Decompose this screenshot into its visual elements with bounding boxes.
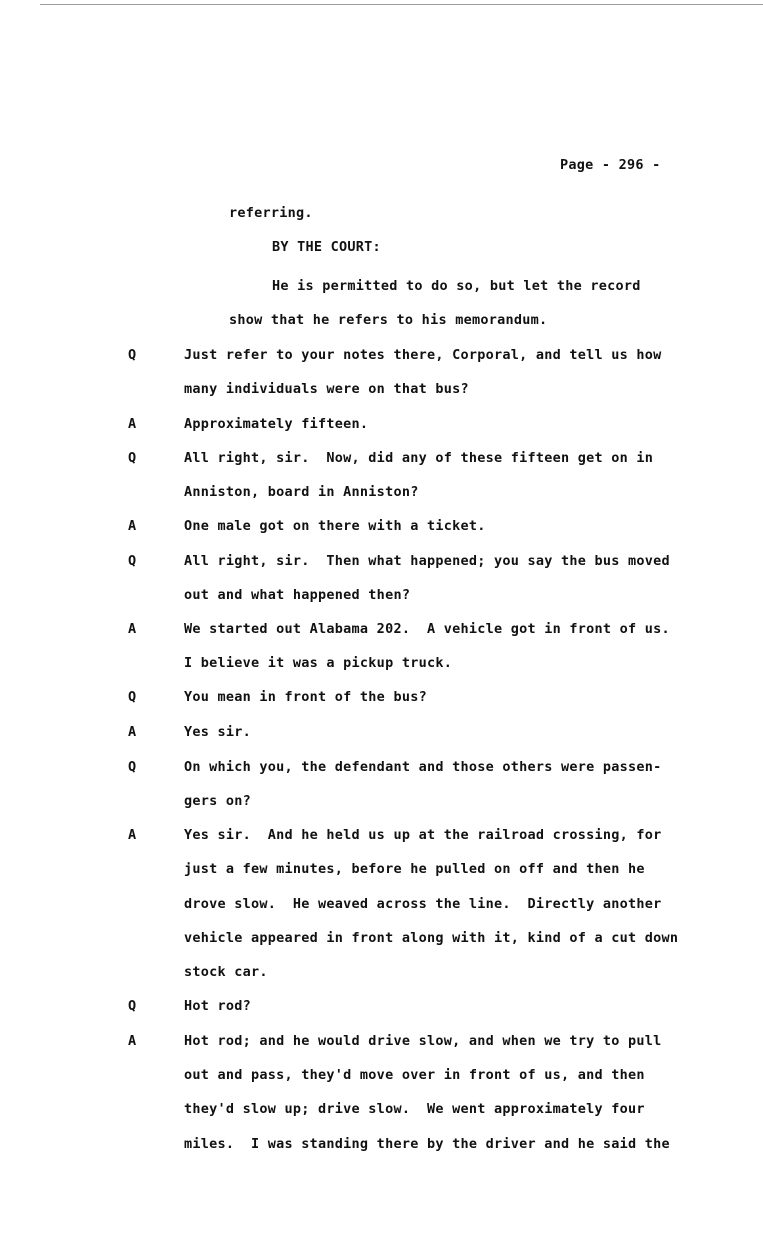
speaker-label: Q	[128, 759, 137, 775]
testimony-line: vehicle appeared in front along with it, kind of a cut down	[184, 930, 679, 946]
testimony-line: Hot rod?	[184, 998, 252, 1014]
testimony-line: drove slow. He weaved across the line. Directly another	[184, 896, 662, 912]
testimony-line: stock car.	[184, 964, 268, 980]
court-heading: BY THE COURT:	[272, 239, 381, 255]
testimony-line: out and pass, they'd move over in front of us, and then	[184, 1067, 645, 1083]
testimony-line: Approximately fifteen.	[184, 416, 369, 432]
court-statement-line: show that he refers to his memorandum.	[229, 312, 548, 328]
speaker-label: Q	[128, 553, 137, 569]
testimony-line: Yes sir. And he held us up at the railroad crossing, for	[184, 827, 662, 843]
testimony-line: just a few minutes, before he pulled on off and then he	[184, 861, 645, 877]
speaker-label: Q	[128, 450, 137, 466]
continuation-line: referring.	[229, 205, 313, 221]
speaker-label: Q	[128, 347, 137, 363]
page-top-edge	[40, 4, 763, 5]
speaker-label: A	[128, 416, 137, 432]
testimony-line: out and what happened then?	[184, 587, 411, 603]
speaker-label: A	[128, 518, 137, 534]
testimony-line: All right, sir. Then what happened; you say the bus moved	[184, 553, 670, 569]
speaker-label: A	[128, 827, 137, 843]
testimony-line: I believe it was a pickup truck.	[184, 655, 453, 671]
testimony-line: Anniston, board in Anniston?	[184, 484, 419, 500]
testimony-line: On which you, the defendant and those others were passen-	[184, 759, 662, 775]
testimony-line: Yes sir.	[184, 724, 252, 740]
speaker-label: A	[128, 621, 137, 637]
page-number: Page - 296 -	[560, 157, 661, 173]
testimony-line: gers on?	[184, 793, 252, 809]
testimony-line: All right, sir. Now, did any of these fifteen get on in	[184, 450, 654, 466]
testimony-line: they'd slow up; drive slow. We went approximately four	[184, 1101, 645, 1117]
speaker-label: Q	[128, 689, 137, 705]
testimony-line: We started out Alabama 202. A vehicle got in front of us.	[184, 621, 670, 637]
testimony-line: You mean in front of the bus?	[184, 689, 427, 705]
testimony-line: Just refer to your notes there, Corporal, and tell us how	[184, 347, 662, 363]
testimony-line: One male got on there with a ticket.	[184, 518, 486, 534]
court-statement-line: He is permitted to do so, but let the record	[272, 278, 641, 294]
speaker-label: Q	[128, 998, 137, 1014]
speaker-label: A	[128, 724, 137, 740]
testimony-line: Hot rod; and he would drive slow, and when we try to pull	[184, 1033, 662, 1049]
testimony-line: many individuals were on that bus?	[184, 381, 469, 397]
speaker-label: A	[128, 1033, 137, 1049]
testimony-line: miles. I was standing there by the driver and he said the	[184, 1136, 670, 1152]
